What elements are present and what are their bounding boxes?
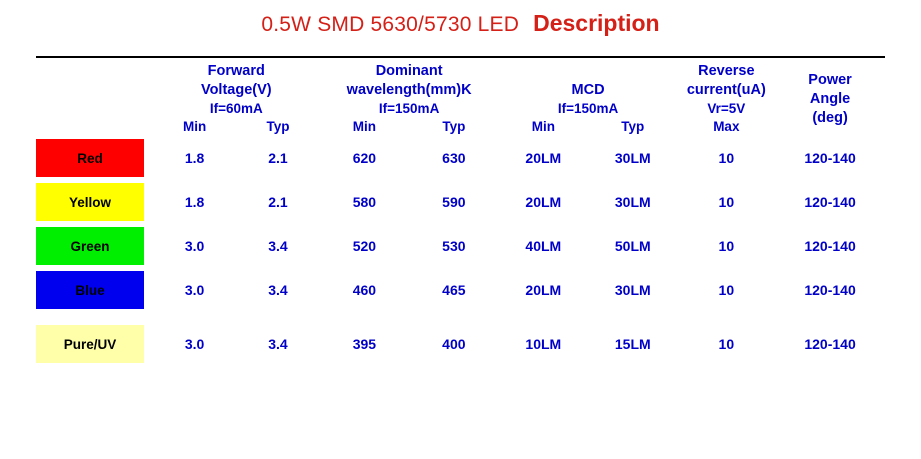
subheader-fv-typ: Typ xyxy=(266,119,290,134)
cell-power-angle: 120-140 xyxy=(804,336,856,352)
condition-mcd: If=150mA xyxy=(557,101,619,116)
header-power-line1: Power xyxy=(808,71,852,88)
condition-forward-voltage: If=60mA xyxy=(209,101,263,116)
subheader-rev-max: Max xyxy=(713,119,740,134)
table-row xyxy=(36,224,885,268)
header-empty-corner-3 xyxy=(36,118,153,136)
cell-mcd-typ: 50LM xyxy=(614,238,651,254)
color-cell xyxy=(36,224,153,268)
cell-rev-max: 10 xyxy=(718,238,735,254)
header-mcd xyxy=(499,62,678,100)
header-power-line3: (deg) xyxy=(812,109,848,126)
cell-rev-max: 10 xyxy=(718,336,735,352)
color-swatch: Yellow xyxy=(36,183,144,221)
cell-fv-min: 1.8 xyxy=(184,150,205,166)
cell-rev-max: 10 xyxy=(718,150,735,166)
header-reverse-current xyxy=(678,62,776,100)
cell-mcd-min: 20LM xyxy=(525,282,562,298)
cell-fv-min: 3.0 xyxy=(184,336,205,352)
color-cell xyxy=(36,268,153,312)
header-forward-voltage-line1: Forward xyxy=(207,63,265,79)
cell-rev-max: 10 xyxy=(718,194,735,210)
cell-mcd-typ: 30LM xyxy=(614,150,651,166)
color-cell xyxy=(36,136,153,180)
header-dominant-line1: Dominant xyxy=(375,63,443,79)
cell-dw-typ: 630 xyxy=(442,150,466,166)
page-title xyxy=(0,10,921,37)
header-condition-row xyxy=(36,100,885,118)
cell-dw-min: 460 xyxy=(352,282,377,298)
header-forward-voltage xyxy=(153,62,320,100)
color-cell xyxy=(36,322,153,366)
cell-dw-min: 620 xyxy=(352,150,377,166)
header-reverse-line2: current(uA) xyxy=(686,82,766,98)
cell-mcd-min: 20LM xyxy=(525,150,562,166)
header-group-row xyxy=(36,62,885,100)
header-mcd-line1: MCD xyxy=(571,81,605,98)
cell-power-angle: 120-140 xyxy=(804,282,856,298)
cell-power-angle: 120-140 xyxy=(804,150,856,166)
cell-fv-min: 1.8 xyxy=(184,194,205,210)
table-row xyxy=(36,136,885,180)
header-dominant-wavelength xyxy=(320,62,499,100)
condition-dominant: If=150mA xyxy=(378,101,440,116)
subheader-fv-min: Min xyxy=(182,119,207,134)
header-forward-voltage-line2: Voltage(V) xyxy=(200,82,272,98)
cell-power-angle: 120-140 xyxy=(804,238,856,254)
cell-mcd-min: 10LM xyxy=(525,336,562,352)
cell-fv-typ: 3.4 xyxy=(268,282,288,298)
header-empty-corner-2 xyxy=(36,100,153,118)
header-subheader-row xyxy=(36,118,885,136)
cell-mcd-min: 40LM xyxy=(525,238,562,254)
cell-dw-typ: 530 xyxy=(442,238,466,254)
cell-rev-max: 10 xyxy=(718,282,735,298)
condition-reverse: Vr=5V xyxy=(707,101,746,116)
cell-mcd-min: 20LM xyxy=(525,194,562,210)
led-spec-table xyxy=(36,62,885,366)
cell-fv-typ: 3.4 xyxy=(268,238,288,254)
cell-fv-typ: 2.1 xyxy=(268,150,288,166)
table-row-spacer xyxy=(36,312,885,322)
table-row-spacer-cell xyxy=(36,312,885,322)
cell-fv-typ: 3.4 xyxy=(268,336,288,352)
header-divider xyxy=(36,56,885,58)
header-power-line2: Angle xyxy=(809,90,851,107)
page-title-emphasis: Description xyxy=(533,10,660,36)
table-body xyxy=(36,136,885,366)
table-head xyxy=(36,62,885,136)
color-cell xyxy=(36,180,153,224)
header-dominant-line2: wavelength(mm)K xyxy=(346,82,472,98)
cell-fv-min: 3.0 xyxy=(184,238,205,254)
subheader-dw-min: Min xyxy=(352,119,376,134)
cell-dw-typ: 400 xyxy=(442,336,466,352)
cell-mcd-typ: 15LM xyxy=(614,336,651,352)
subheader-mcd-typ: Typ xyxy=(621,119,645,134)
cell-fv-min: 3.0 xyxy=(184,282,205,298)
table-row xyxy=(36,180,885,224)
color-swatch: Green xyxy=(36,227,144,265)
color-swatch: Pure/UV xyxy=(36,325,144,363)
header-reverse-line1: Reverse xyxy=(698,63,755,79)
subheader-dw-typ: Typ xyxy=(442,119,466,134)
cell-fv-typ: 2.1 xyxy=(268,194,288,210)
page-title-main: 0.5W SMD 5630/5730 LED xyxy=(261,13,520,36)
header-empty-corner xyxy=(36,62,153,100)
subheader-mcd-min: Min xyxy=(531,119,555,134)
cell-dw-min: 580 xyxy=(352,194,377,210)
table-row xyxy=(36,322,885,366)
cell-dw-typ: 590 xyxy=(442,194,466,210)
cell-dw-min: 395 xyxy=(352,336,377,352)
color-swatch: Blue xyxy=(36,271,144,309)
cell-mcd-typ: 30LM xyxy=(614,194,651,210)
cell-mcd-typ: 30LM xyxy=(614,282,651,298)
color-swatch: Red xyxy=(36,139,144,177)
table-row xyxy=(36,268,885,312)
cell-dw-min: 520 xyxy=(352,238,377,254)
header-power-angle xyxy=(775,62,885,136)
cell-dw-typ: 465 xyxy=(442,282,466,298)
cell-power-angle: 120-140 xyxy=(804,194,856,210)
